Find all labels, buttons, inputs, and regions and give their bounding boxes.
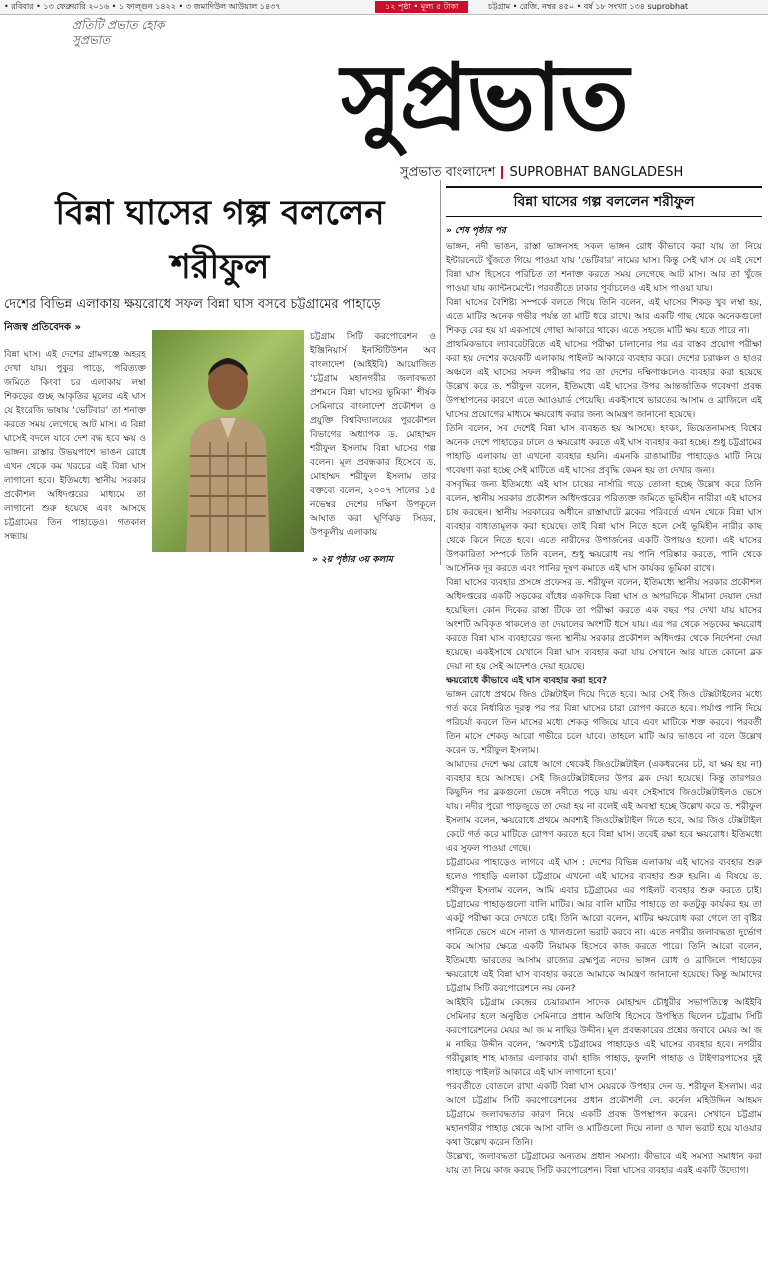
front-page-article xyxy=(0,180,441,565)
paragraph: তিনি বলেন, সব দেশেই বিন্না ঘাস ব্যবহৃত হয় আসছে। হংকং, ভিয়েতনামসহ বিশ্বের অনেক দেশে পাহাড়ের ঢালে ও ক্ষয়রোধ করতে এই ঘাস ব্যবহার করা হচ্ছে। শুধু চট্টগ্রামের পাহাড়ি এলাকায় তা এখনো ব্যবহার হয়নি। এমনকি রাঙামাটির পাহাড়েও মাটি নিয়ে গবেষণা করা হচ্ছে সেই মাটিতে এই ঘাসের প্রবৃদ্ধি কেমন হয় তা দেখার জন্য। xyxy=(446,424,762,476)
paragraph: ভাঙ্গন, নদী ভাঙন, রাস্তা ভাঙ্গনসহ সকল ভাঙ্গন রোধ কীভাবে করা যায় তা নিয়ে ইন্টারনেটে খুঁজতে গিয়ে পাওয়া যায় ‘ভেটিবার’ নামের ঘাস। কিন্তু সেই ঘাস যে এই দেশে বিন্না ঘাস হিসেবে পরিচিত তা শনাক্ত করতে সময় লেগেছে আট মাস। আর তা খুঁজে পাওয়া যায় ক্যান্টনমেন্টে। পরবর্তীতে ঢাকার পূর্বাচলেও এই ঘাস পাওয়া যায়। xyxy=(446,242,762,294)
speaker-photo xyxy=(152,330,304,552)
subtitle-bangla: সুপ্রভাত বাংলাদেশ xyxy=(400,165,496,180)
subheadline: দেশের বিভিন্ন এলাকায় ক্ষয়রোধে সফল বিন্না ঘাস বসবে চট্টগ্রামের পাহাড়ে xyxy=(4,297,381,312)
person-icon xyxy=(180,346,276,552)
continuation-marker: » ২য় পৃষ্ঠার ৩য় কলাম xyxy=(312,555,393,565)
paragraph: প্রাথমিকভাবে ল্যাবরেটরিতে এই ঘাসের পরীক্ষা চালানোর পর এর বাস্তব প্রয়োগ পরীক্ষা করা হয় দেশের কয়েকটি এলাকায় পাইলট আকারে ব্যবহার করে। দেশের চরাঞ্চল ও হাওর অঞ্চলে এই ঘাসের সফল পরীক্ষার পর তা দেশের দক্ষিণাঞ্চলেও ব্যবহার করা হয়েছে উল্লেখ করে ড. শরীফুল বলেন, ইতিমধ্যে এই ঘাসের উপর আন্তর্জাতিক গবেষণা প্রবন্ধ উপস্থাপনের কারণে এতে অ্যাওয়ার্ড পেয়েছি। একইসাথে ভারতের আসাম ও ব্রাজিলে এই ঘাসের প্রয়োগের মাধ্যমে ক্ষয়রোধ করার জন্য আমন্ত্রণ জানানো হয়েছে। xyxy=(446,340,762,420)
masthead-slogan: প্রতিটি প্রভাত হোক সুপ্রভাত xyxy=(72,18,165,47)
article-column-1: বিন্না ঘাস। এই দেশের গ্রামগঞ্জে অহরহ দেখা যায়। পুকুর পাড়ে, পরিত্যক্ত জমিতে কিংবা চর এলাকায় লম্বা শিকড়ের গুচ্ছ আকৃতির মূলের এই ঘাস যে ইংরেজি ভাষায় ‘ভেটিবার’ তা শনাক্ত করতে সময় লেগেছে আট মাস। এ বিন্না ঘাসেই বদলে যাবে দেশ বদ্ধ হবে ক্ষয় ও ভাঙ্গন। রাস্তার উভয়পাশে ভাঙন রোধে এখন থেকে কম খরচের এই বিন্না ঘাস লাগানো হবে। ইতিমধ্যে স্থানীয় সরকার প্রকৌশল অধিদপ্তরের মাধ্যমে তা লাগানো শুরু হয়েছে এবং আসছে চট্টগ্রামের তিন পাহাড়েও। গতকাল সন্ধ্যায় xyxy=(4,350,146,542)
paragraph: আইইবি চট্টগ্রাম কেন্দ্রের চেয়ারম্যান সাদেক মোহাম্মদ চৌধুরীর সভাপতিত্বে আইইবি সেমিনার হলে অনুষ্ঠিত সেমিনারে প্রধান অতিথি হিসেবে উপস্থিত ছিলেন চট্টগ্রাম সিটি করপোরেশনের মেয়র আ জ ম নাছির উদ্দীন। মূল প্রবন্ধকারের প্রশ্নের জবাবে মেয়র আ জ ম নাছির উদ্দীন বলেন, ‘অবশ্যই চট্টগ্রামের পাহাড়েও এই ঘাসের ব্যবহার হবে। নগরীর গরীবুল্লাহ শাহ মাজার এলাকার বার্মা হাজি পাহাড়, ফুলশি পাহাড় ও টাইগারপাসের দুই পাহাড়ে পাইলট আকারে এই ঘাস লাগানো হবে।’ xyxy=(446,998,762,1078)
paragraph: আমাদের দেশে ক্ষয় রোধে আগে থেকেই জিওটেক্সটাইল (একধরনের চট, যা ক্ষয় হয় না) ব্যবহার হয়ে আসছে। সেই জিওটেক্সটাইলের উপর ব্লক দেয়া হয়েছে। কিন্তু তারপরও কিছুদিন পর ব্লকগুলো ভেঙ্গে নদীতে পড়ে যায় এবং সেইসাথে জিওটেক্সটাইলও ভেসে যায়। নদীর পুরো পাড়জুড়ে তা দেয়া হয় না বলেই এই অবস্থা হচ্ছে উল্লেখ করে ড. শরীফুল ইসলাম বলেন, ক্ষয়রোধে প্রথমে অবশ্যই জিওটেক্সটাইল দিতে হবে, আর জিও টেক্সটাইল কেটে গর্ত করে মাটিতে রোপণ করতে হবে বিন্না ঘাস। তবেই রক্ষা হবে ক্ষয়রোধ। ইতিমধ্যে এর সুফল পাওয়া গেছে। xyxy=(446,760,762,854)
blank-space xyxy=(0,572,440,1287)
subtitle-english: SUPROBHAT BANGLADESH xyxy=(509,165,684,180)
paragraph: উল্লেখ্য, জলাবদ্ধতা চট্টগ্রামের অন্যতম প্রধান সমস্যা। কীভাবে এই সমস্যা সমাধান করা যায় তা নিয়ে কাজ করছে সিটি করপোরেশন। বিন্না ঘাসের ব্যবহার এরই একটি উদ্যোগ। xyxy=(446,1152,762,1176)
paragraph: বসবৃদ্ধির জন্য ইতিমধ্যে এই ঘাস চাষের নার্সারি গড়ে তোলা হচ্ছে উল্লেখ করে তিনি বলেন, স্থানীয় সরকার প্রকৌশল অধিদপ্তরের পরিত্যক্ত জমিতে ভূমিহীন নারীরা এই ঘাসের চাষ করছেন। স্থানীয় সরকারের অধীনে রাস্তাঘাটে ব্লকের পরিবর্তে এখন থেকে বিন্না ঘাস ব্যবহার বাধ্যতামূলক করা হয়েছে। তাই বিন্না ঘাস নিতে হলে সেই ভূমিহীন নারীর কাছ থেকে কিনে নিতে হবে। এতে নারীদের উপার্জনের একটি উপায়ও হলো। এই ঘাসের উপকারিতা সম্পর্কে তিনি বলেন, শুধু ক্ষয়রোধ নয় পানি পরিষ্কার করতে, পানি থেকে আর্সেনিক দূর করতে এবং পানির দূষণ কমাতে এই ঘাস কার্যকর ভূমিকা রাখে। xyxy=(446,480,762,574)
issue-line: চট্টগ্রাম • রেজি. নম্বর ৪৫০ • বর্ষ ১৮ সংখ্যা ১৩৪ suprobhat xyxy=(488,2,689,11)
newspaper-title: সুপ্রভাত xyxy=(341,44,627,151)
continuation-article xyxy=(446,186,762,1284)
price-badge: ১২ পৃষ্ঠা • মূল্য ৫ টাকা xyxy=(375,1,468,13)
date-strip xyxy=(0,0,768,15)
paragraph: বিন্না ঘাসের বৈশিষ্ট্য সম্পর্কে বলতে গিয়ে তিনি বলেন, এই ঘাসের শিকড় খুব লম্বা হয়, এতে মাটির অনেক গভীর পর্যন্ত তা মাটি ধরে রাখে। আর একটি গাছ থেকে অনেকগুলো শিকড় বের হয় যা একসাথে গোছা আকারে থাকে। এতে সহজে মাটি ক্ষয় হতে পারে না। xyxy=(446,298,762,336)
section-heading: ক্ষয়রোধে কীভাবে এই ঘাস ব্যবহার করা হবে? xyxy=(446,676,608,686)
continuation-body xyxy=(446,240,762,1288)
blank-area xyxy=(0,66,186,178)
divider xyxy=(501,166,503,179)
byline: নিজস্ব প্রতিবেদক » xyxy=(4,322,81,333)
paragraph: ভাঙ্গন রোধে প্রথমে জিও টেক্সটাইল দিয়ে দিতে হবে। আর সেই জিও টেক্সটাইলের মধ্যে গর্ত করে নির্ধারিত দূরত্ব পর পর বিন্না ঘাসের চারা রোপণ করতে হবে। পর্যাপ্ত পানি দিয়ে পরিচর্যা করলে তিন মাসের মধ্যে শেকড় গজিয়ে যাবে এবং মাটিকে শক্ত করবে। পরবর্তী তিন মাসে শেকড় আরো গভীরে চলে যাবে। তাহলে মাটি আর ভাঙবে না বলে উল্লেখ করেন ড. শরীফুল ইসলাম। xyxy=(446,690,762,756)
continued-from: » শেষ পৃষ্ঠার পর xyxy=(446,226,506,236)
paragraph: বিন্না ঘাসের ব্যবহার প্রসঙ্গে প্রফেসর ড. শরীফুল বলেন, ইতিমধ্যে স্থানীয় সরকার প্রকৌশল অধিদপ্তরের একটি সড়কের বাঁধের একদিকে বিন্না ঘাস ও অপরদিকে সীমানা দেয়াল দেয়া হয়েছিল। কোন দিকের রাস্তা টিকে তা পরীক্ষা করতে এক বছর পর দেখা যায় ঘাসের অংশটি অবিকৃত থাকলেও তা দেয়ালের অংশটি ধসে যায়। এর পর থেকে সড়কের ক্ষয়রোধ করতে বিন্না ঘাস ব্যবহারের জন্য স্থানীয় সরকার প্রকৌশল অধিদপ্তর থেকে নির্দেশনা দেয়া হয়েছে। একইসাথে যেখানে বিন্না ঘাস ব্যবহার করা যায় সেখানে আর যাতে কোনো ব্লক দেয়া না হয় সেই আদেশও দেয়া হয়েছে। xyxy=(446,578,762,672)
news-article xyxy=(0,180,768,1287)
continuation-title: বিন্না ঘাসের গল্প বললেন শরীফুল xyxy=(446,186,762,217)
paragraph: চট্টগ্রামের পাহাড়েও লাগবে এই ঘাস : দেশের বিভিন্ন এলাকায় এই ঘাসের ব্যবহার শুরু হলেও পাহাড়ি এলাকা চট্টগ্রামে এখনো এই ঘাসের ব্যবহার শুরু হয়নি। এ বিষয়ে ড. শরীফুল ইসলাম বলেন, আমি এবার চট্টগ্রামের এর পাইলট ব্যবহার শুরু করতে চাই। চট্টগ্রামের পাহাড়গুলো বালি মাটির। আর বালি মাটির পাহাড়ে তা কতটুকু কার্যকর হয় তা একটু পরীক্ষা করে দেখতে চাই। তিনি আরো বলেন, মাটির ক্ষয়রোধ করা গেলে তা বৃষ্টির পানিতে ভেসে এসে নালা ও খালগুলো ভরাট করবে না। এতে নগরীর জলাবদ্ধতা দুর্ভোগ কমে আসার ক্ষেত্রে একটি নিয়ামক হিসেবে কাজ করতে পারে। তিনি আরো বলেন, ইতিমধ্যে ভারতের আসাম রাজ্যের ব্রহ্মপুত্র নদের ভাঙ্গন রোধ ও ব্রাজিলে পাহাড়ের ক্ষয়রোধে এই বিন্না ঘাস ব্যবহার করতে আমাকে আমন্ত্রণ জানানো হয়েছে। কিন্তু আমাদের চট্টগ্রাম সিটি করপোরেশনে নয় কেন? xyxy=(446,858,762,994)
paragraph: পরবর্তীতে বোতলে রাখা একটি বিন্না ঘাস মেয়রকে উপহার দেন ড. শরীফুল ইসলাম। এর আগে চট্টগ্রাম সিটি করপোরেশনের প্রধান প্রকৌশলী লে. কর্নেল মহিউদ্দিন আহমদ চট্টগ্রামে জলাবদ্ধতার কারণ নিয়ে একটি প্রবন্ধ উপস্থাপন করেন। সেখানে চট্টগ্রাম মহানগরীর পাহাড় থেকে আসা বালি ও মাটিগুলো দিয়ে নালা ও খাল ভরাট হয়ে যাওয়ার কথা উল্লেখ করেন তিনি। xyxy=(446,1082,762,1148)
headline: বিন্না ঘাসের গল্প বললেন শরীফুল xyxy=(55,193,385,287)
date-line: • রবিবার • ১৩ ফেব্রুয়ারি ২০১৬ • ১ ফাল্গুন ১৪২২ • ৩ জমাদিউল আউয়াল ১৪৩৭ xyxy=(4,2,281,11)
article-column-2: চট্টগ্রাম সিটি করপোরেশন ও ইঞ্জিনিয়ার্স ইনস্টিটিউশন অব বাংলাদেশ (আইইবি) আয়োজিত ‘চট্টগ্রাম মহানগরীর জলাবদ্ধতা প্রশমনে বিন্না ঘাসের ভূমিকা’ শীর্ষক সেমিনারে বাংলাদেশ প্রকৌশল ও প্রযুক্তি বিশ্ববিদ্যালয়ের পুরকৌশল বিভাগের অধ্যাপক ড. মোহাম্মদ শরীফুল ইসলাম বিন্না ঘাসের গল্প বলেন। মূল প্রবন্ধকার হিসেবে ড. মোহাম্মদ শরীফুল ইসলাম তার বক্তব্যে বলেন, ২০০৭ সালের ১৫ নভেম্বর দেশের দক্ষিণ উপকূলে আঘাত করা ঘূর্ণিঝড় সিডর, উপকূলীয় এলাকায় xyxy=(310,332,436,538)
